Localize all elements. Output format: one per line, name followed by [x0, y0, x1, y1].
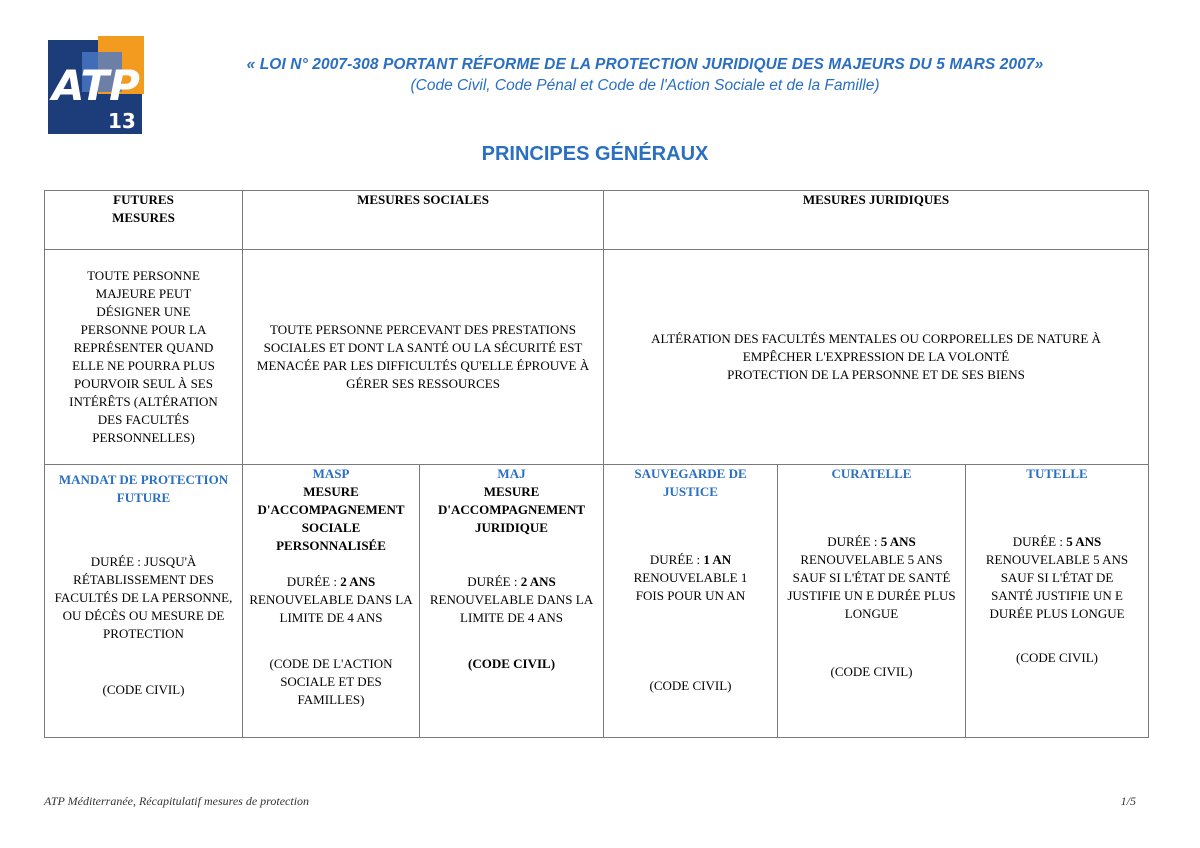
- maj-duree-label: DURÉE :: [467, 573, 521, 589]
- curatelle-code: (CODE CIVIL): [830, 663, 913, 679]
- header-mesures-juridiques: MESURES JURIDIQUES: [604, 191, 1149, 250]
- masp-full: MESURE D'ACCOMPAGNEMENT SOCIALE PERSONNALISÉE: [257, 483, 405, 553]
- document-subtitle: (Code Civil, Code Pénal et Code de l'Action Sociale et de la Famille): [410, 77, 880, 94]
- spacer: [424, 537, 599, 573]
- tutelle-duree-label: DURÉE :: [1012, 533, 1067, 549]
- desc-sociales: TOUTE PERSONNE PERCEVANT DES PRESTATIONS SOCIALES ET DONT LA SANTÉ OU LA SÉCURITÉ EST MENACÉE PAR LES DIFFICULTÉS QU'ELLE ÉPROUVE À GÉRER SES RESSOURCES: [243, 250, 604, 465]
- description-row: [45, 250, 1149, 465]
- maj-full: MESURE D'ACCOMPAGNEMENT JURIDIQUE: [437, 483, 586, 535]
- cell-curatelle: [778, 464, 966, 737]
- mandat-name: MANDAT DE PROTECTION FUTURE: [58, 471, 229, 505]
- sauvegarde-duree-rest: RENOUVELABLE 1 FOIS POUR UN AN: [633, 569, 748, 603]
- masp-name: MASP: [312, 465, 350, 481]
- curatelle-duree-label: DURÉE :: [827, 533, 881, 549]
- curatelle-duree: [782, 533, 961, 551]
- logo-text: ATP: [52, 61, 140, 110]
- spacer: [782, 483, 961, 533]
- measures-table: [44, 190, 1149, 738]
- masp-duree: [247, 573, 415, 591]
- sauvegarde-name: SAUVEGARDE DE JUSTICE: [634, 465, 747, 499]
- tutelle-name: TUTELLE: [1026, 465, 1088, 481]
- desc-juridiques-line2: PROTECTION DE LA PERSONNE ET DE SES BIENS: [727, 367, 1025, 383]
- footer-source: ATP Méditerranée, Récapitulatif mesures de protection: [44, 794, 310, 808]
- sauvegarde-code: (CODE CIVIL): [649, 677, 732, 693]
- page-number: 1/5: [1120, 794, 1136, 808]
- cell-tutelle: [966, 464, 1149, 737]
- spacer: [608, 501, 773, 551]
- masp-code: (CODE DE L'ACTION SOCIALE ET DES FAMILLES): [269, 655, 393, 707]
- curatelle-duree-rest: RENOUVELABLE 5 ANS SAUF SI L'ÉTAT DE SANTÉ JUSTIFIE UN E DURÉE PLUS LONGUE: [787, 551, 956, 621]
- maj-duree: [424, 573, 599, 591]
- desc-juridiques-line1: ALTÉRATION DES FACULTÉS MENTALES OU CORPORELLES DE NATURE À EMPÊCHER L'EXPRESSION DE LA VOLONTÉ: [651, 331, 1101, 365]
- atp-logo: [48, 36, 144, 134]
- spacer: [782, 623, 961, 663]
- header-futures-mesures: FUTURES MESURES: [45, 191, 243, 250]
- curatelle-name: CURATELLE: [831, 465, 912, 481]
- tutelle-duree: [970, 533, 1144, 551]
- desc-futures: TOUTE PERSONNE MAJEURE PEUT DÉSIGNER UNE PERSONNE POUR LA REPRÉSENTER QUAND ELLE NE POURRA PLUS POURVOIR SEUL À SES INTÉRÊTS (ALTÉRATION DES FACULTÉS PERSONNELLES): [45, 250, 243, 465]
- cell-mandat: [45, 464, 243, 737]
- spacer: [247, 555, 415, 573]
- masp-duree-rest: RENOUVELABLE DANS LA LIMITE DE 4 ANS: [249, 591, 413, 625]
- spacer: [608, 605, 773, 677]
- maj-code: (CODE CIVIL): [467, 655, 556, 671]
- masp-duree-label: DURÉE :: [286, 573, 341, 589]
- cell-masp: [243, 464, 420, 737]
- spacer: [51, 643, 236, 681]
- spacer: [51, 507, 236, 553]
- tutelle-duree-rest: RENOUVELABLE 5 ANS SAUF SI L'ÉTAT DE SANTÉ JUSTIFIE UN E DURÉE PLUS LONGUE: [985, 551, 1129, 621]
- maj-duree-value: 2 ANS: [520, 573, 556, 589]
- masp-duree-value: 2 ANS: [340, 573, 376, 589]
- header-row: [45, 191, 1149, 250]
- sauvegarde-duree: [608, 551, 773, 569]
- maj-duree-rest: RENOUVELABLE DANS LA LIMITE DE 4 ANS: [429, 591, 594, 625]
- cell-sauvegarde: [604, 464, 778, 737]
- desc-juridiques: [604, 250, 1149, 465]
- mandat-code: (CODE CIVIL): [102, 681, 185, 697]
- measures-row: [45, 464, 1149, 737]
- tutelle-duree-value: 5 ANS: [1066, 533, 1102, 549]
- header-mesures-sociales: MESURES SOCIALES: [243, 191, 604, 250]
- mandat-duree: DURÉE : JUSQU'À RÉTABLISSEMENT DES FACULTÉS DE LA PERSONNE, OU DÉCÈS OU MESURE DE PROTECTION: [54, 553, 233, 641]
- tutelle-code: (CODE CIVIL): [1016, 649, 1098, 665]
- document-title: « LOI N° 2007-308 PORTANT RÉFORME DE LA PROTECTION JURIDIQUE DES MAJEURS DU 5 MARS 2007»: [246, 56, 1044, 73]
- page-title: PRINCIPES GÉNÉRAUX: [481, 143, 709, 165]
- spacer: [424, 627, 599, 655]
- sauvegarde-duree-value: 1 AN: [703, 551, 732, 567]
- sauvegarde-duree-label: DURÉE :: [649, 551, 704, 567]
- curatelle-duree-value: 5 ANS: [880, 533, 916, 549]
- spacer: [247, 627, 415, 655]
- spacer: [970, 483, 1144, 533]
- logo-number: 13: [108, 109, 136, 133]
- cell-maj: [420, 464, 604, 737]
- maj-name: MAJ: [497, 465, 526, 481]
- spacer: [970, 623, 1144, 649]
